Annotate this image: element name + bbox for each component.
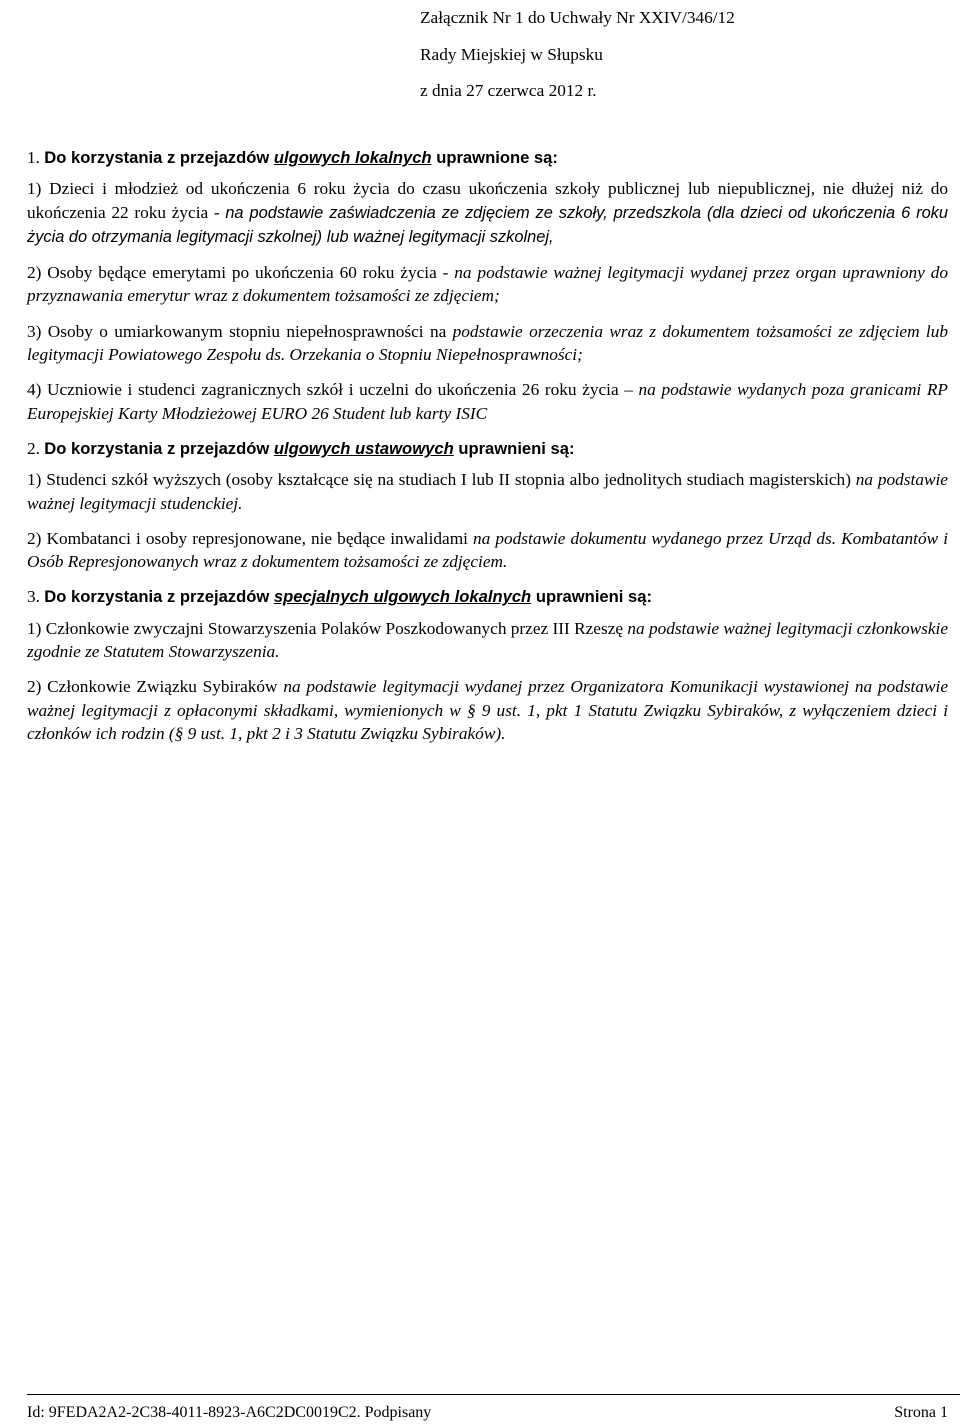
item-italic-text: na podstawie zaświadczenia ze zdjęciem ze szkoły, przedszkola (dla dzieci od ukończenia 6 roku życia do otrzymania legitymacji szkolnej) lub ważnej legitymacji szkolnej, [27, 203, 948, 246]
section-heading-text: uprawnieni są: [453, 438, 575, 458]
section-number: 1. [27, 148, 40, 167]
list-item [27, 675, 948, 745]
section-heading-text: Do korzystania z przejazdów [44, 587, 274, 607]
section-heading-underlined: ulgowych lokalnych [273, 148, 432, 167]
item-italic-text: na podstawie ważnej legitymacji studenckiej. [27, 470, 948, 513]
header-line-1: Załącznik Nr 1 do Uchwały Nr XXIV/346/12 [420, 8, 735, 27]
header-line-2: Rady Miejskiej w Słupsku [420, 44, 603, 64]
section-1-heading [27, 146, 948, 169]
item-italic-text: podstawie orzeczenia wraz z dokumentem tożsamości ze zdjęciem lub legitymacji Powiatowego Zespołu ds. Orzekania o Stopniu Niepełnosprawności; [27, 321, 948, 365]
section-heading-text: Do korzystania z przejazdów [44, 148, 274, 167]
item-italic-text: na podstawie ważnej legitymacji członkowskie zgodnie ze Statutem Stowarzyszenia. [27, 618, 948, 662]
list-item [27, 468, 948, 515]
item-text: 2) Członkowie Związku Sybiraków [27, 677, 284, 697]
list-item [27, 527, 948, 574]
section-2-heading [27, 437, 948, 460]
page-number: Strona 1 [894, 1404, 948, 1421]
list-item [27, 261, 948, 308]
section-3-heading [27, 585, 948, 608]
item-italic-text: na podstawie wydanych poza granicami RP Europejskiej Karty Młodzieżowej EURO 26 Student lub karty ISIC [27, 380, 948, 423]
section-heading-underlined: ulgowych ustawowych [273, 438, 454, 458]
item-text: 2) Kombatanci i osoby represjonowane, nie będące inwalidami [27, 528, 474, 548]
section-heading-underlined: specjalnych ulgowych lokalnych [273, 587, 532, 607]
item-text: 1) Dzieci i młodzież od ukończenia 6 roku życia do czasu ukończenia szkoły publicznej lub niepublicznej, nie dłużej niż do ukończenia 22 roku życia - [27, 179, 948, 222]
item-italic-text: na podstawie ważnej legitymacji wydanej przez organ uprawniony do przyznawania emerytur wraz z dokumentem tożsamości ze zdjęciem; [27, 263, 948, 306]
section-number: 3. [27, 587, 40, 607]
item-text: 1) Członkowie zwyczajni Stowarzyszenia Polaków Poszkodowanych przez III Rzeszę [27, 618, 628, 638]
section-heading-text: Do korzystania z przejazdów [44, 438, 274, 458]
item-text: 1) Studenci szkół wyższych (osoby kształcące się na studiach I lub II stopnia albo jednolitych studiach magisterskich) [27, 470, 856, 490]
list-item [27, 617, 948, 664]
footer-divider [27, 1394, 960, 1395]
list-item [27, 378, 948, 425]
section-number: 2. [27, 438, 40, 458]
header-line-3: z dnia 27 czerwca 2012 r. [420, 81, 597, 100]
item-text: 4) Uczniowie i studenci zagranicznych szkół i uczelni do ukończenia 26 roku życia – [27, 380, 639, 400]
document-header [420, 0, 735, 110]
list-item [27, 177, 948, 249]
item-italic-text: na podstawie legitymacji wydanej przez Organizatora Komunikacji wystawionej na podstawie ważnej legitymacji z opłaconymi składkami, wymienionych w § 9 ust. 1, pkt 1 Statutu Związku Sybiraków, z wyłączeniem dzieci i członków ich rodzin (§ 9 ust. 1, pkt 2 i 3 Statutu Związku Sybiraków). [27, 677, 948, 743]
section-heading-text: uprawnieni są: [531, 587, 652, 607]
document-id: Id: 9FEDA2A2-2C38-4011-8923-A6C2DC0019C2. Podpisany [27, 1404, 432, 1421]
page-footer [27, 1402, 948, 1424]
item-text: 2) Osoby będące emerytami po ukończenia 60 roku życia - [27, 263, 455, 283]
list-item [27, 320, 948, 367]
item-italic-text: na podstawie dokumentu wydanego przez Urząd ds. Kombatantów i Osób Represjonowanych wraz z dokumentem tożsamości ze zdjęciem. [27, 528, 948, 572]
item-text: 3) Osoby o umiarkowanym stopniu niepełnosprawności na [27, 321, 453, 341]
document-body [27, 146, 948, 757]
section-heading-text: uprawnione są: [431, 148, 558, 167]
